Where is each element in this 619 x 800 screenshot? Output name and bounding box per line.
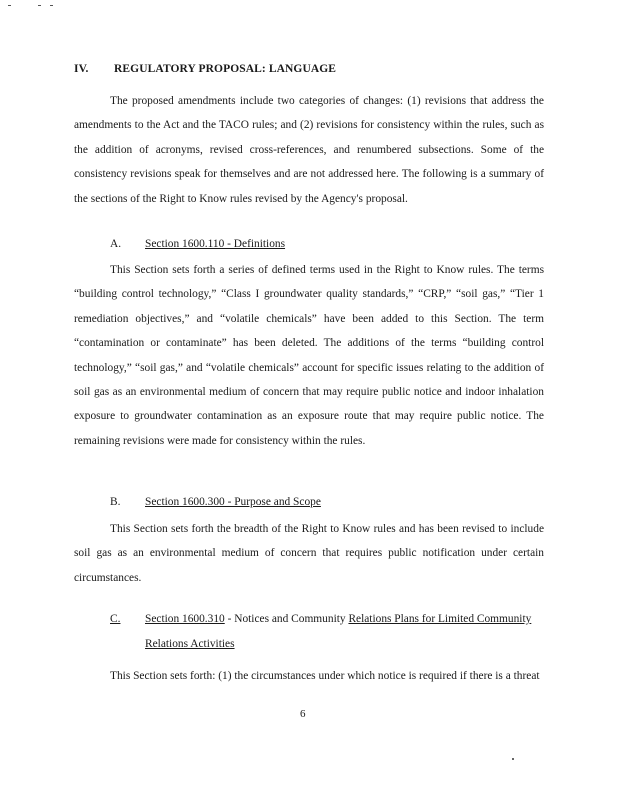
subsection-letter: A. <box>110 238 122 250</box>
scan-mark <box>8 5 11 6</box>
scan-dot <box>512 758 514 760</box>
section-title: REGULATORY PROPOSAL: LANGUAGE <box>114 63 337 75</box>
intro-paragraph: The proposed amendments include two categories of changes: (1) revisions that address the amendments to the Act and the TACO rules; and (2) revisions for consistency within the rules, such as the addition of acronyms, revised cross-references, and renumbered subsections. Some of the consistency revisions speak for themselves and are not addressed here. The following is a summary of the sections of the Right to Know rules revised by the Agency's proposal. <box>74 95 544 205</box>
subsection-title: Section 1600.300 - Purpose and Scope <box>145 496 321 508</box>
section-heading <box>74 63 336 75</box>
subsection-c-heading <box>110 607 550 657</box>
subsection-title-prefix: Section 1600.310 <box>145 613 225 625</box>
scan-mark <box>50 5 53 6</box>
scan-mark <box>38 5 41 6</box>
page-number: 6 <box>300 708 306 720</box>
subsection-a-heading <box>110 232 285 256</box>
subsection-c-paragraph: This Section sets forth: (1) the circumstances under which notice is required if there is a threat <box>110 670 540 682</box>
subsection-title-rest: Relations Plans for Limited Community <box>348 613 532 625</box>
subsection-b-heading <box>110 490 321 514</box>
subsection-letter: B. <box>110 496 121 508</box>
subsection-title-line2: Relations Activities <box>145 638 235 650</box>
subsection-title: Section 1600.110 - Definitions <box>145 238 286 250</box>
subsection-a-paragraph: This Section sets forth a series of defined terms used in the Right to Know rules. The terms “building control technology,” “Class I groundwater quality standards,” “CRP,” “soil gas,” “Tier 1 remediation objectives,” and “volatile chemicals” have been added to this Section. The term “contamination or contaminate” has been deleted. The additions of the terms “building control technology,” “soil gas,” and “volatile chemicals” account for specific issues relating to the addition of soil gas as an environmental medium of concern that may require public notice and indoor inhalation exposure to groundwater contamination as an exposure route that may require public notice. The remaining revisions were made for consistency within the rules. <box>74 264 544 447</box>
subsection-b-paragraph: This Section sets forth the breadth of the Right to Know rules and has been revised to include soil gas as an environmental medium of concern that requires public notification under certain circumstances. <box>74 523 544 584</box>
section-number: IV. <box>74 63 89 75</box>
subsection-title-sep: - Notices and Community <box>224 613 349 625</box>
subsection-letter: C. <box>110 613 121 625</box>
